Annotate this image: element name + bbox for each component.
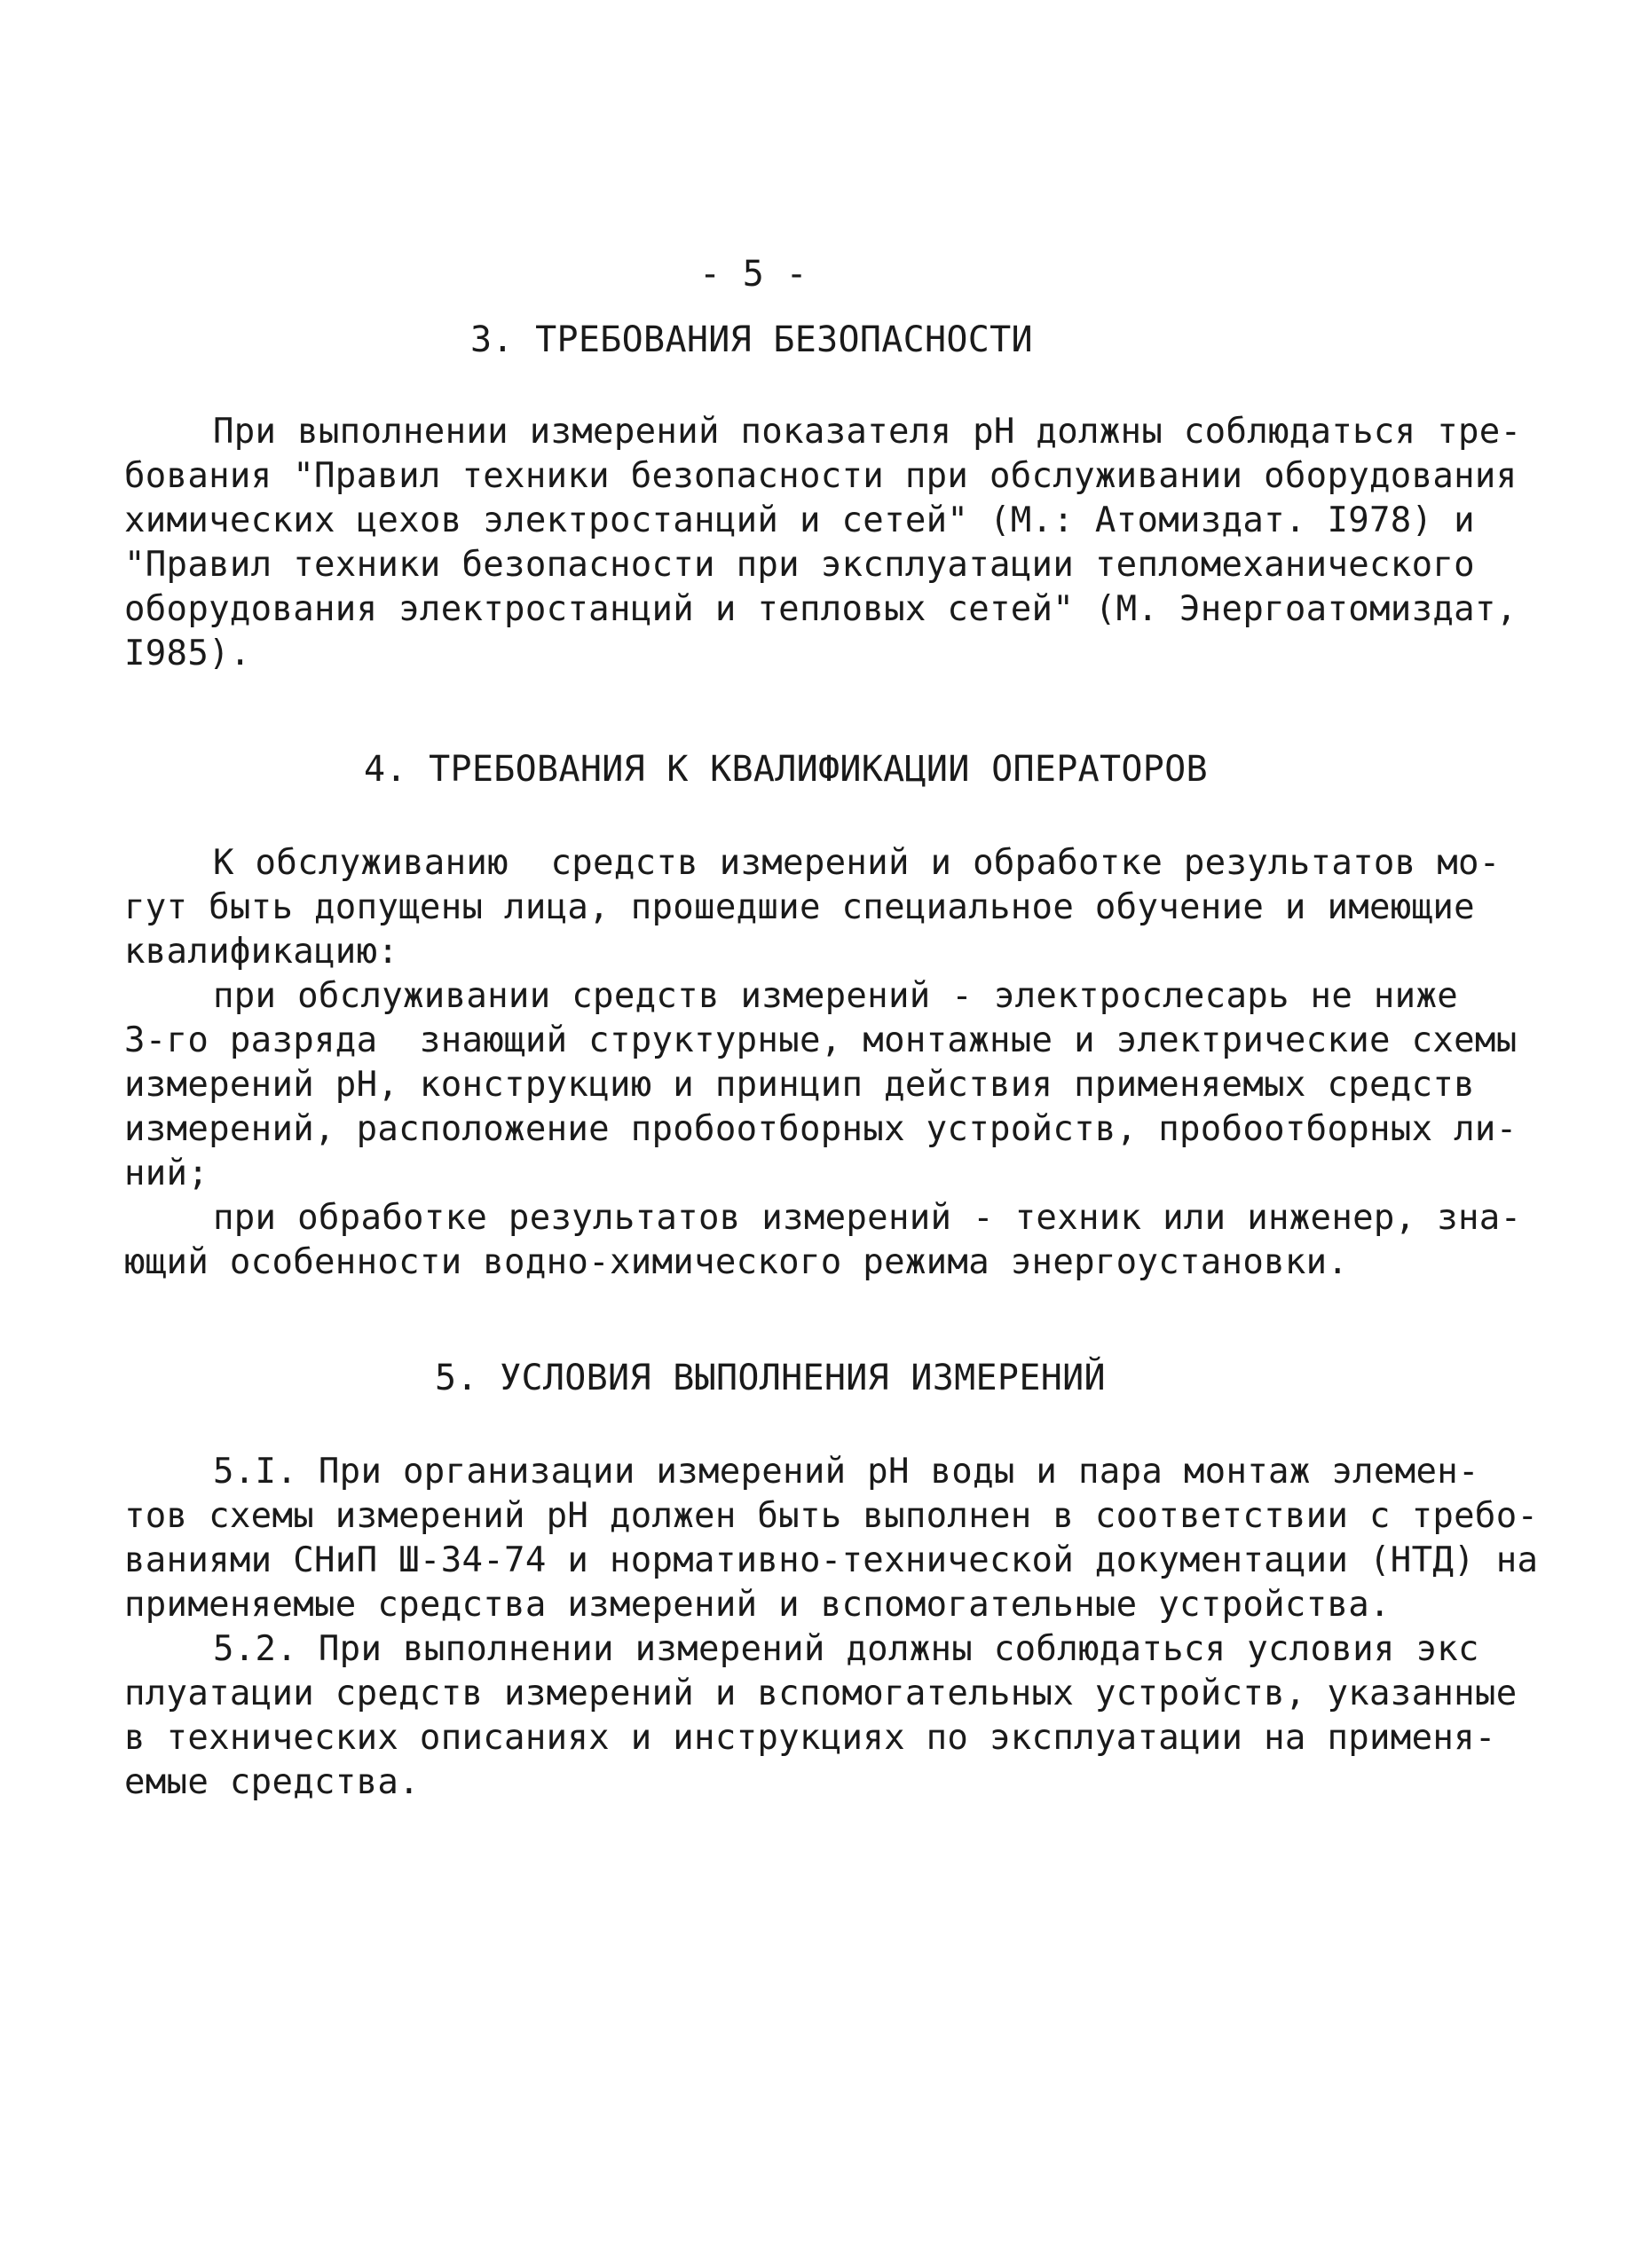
section-3-heading: 3. ТРЕБОВАНИЯ БЕЗОПАСНОСТИ [470,319,1033,360]
section-4-heading: 4. ТРЕБОВАНИЯ К КВАЛИФИКАЦИИ ОПЕРАТОРОВ [364,749,1208,790]
section-5-line: 5.2. При выполнении измерений должны соблюдаться условия экс [213,1629,1479,1669]
section-4-line: ний; [124,1154,209,1193]
section-4-line: гут быть допущены лица, прошедшие специальное обучение и имеющие [124,887,1475,927]
section-5-line: применяемые средства измерений и вспомогательные устройства. [124,1585,1391,1625]
section-4-line: К обслуживанию средств измерений и обработке результатов мо- [213,843,1501,883]
section-5-line: тов схемы измерений pH должен быть выполнен в соответствии с требо- [124,1496,1539,1536]
section-4-line: 3-го разряда знающий структурные, монтажные и электрические схемы [124,1020,1518,1060]
section-5-line: ваниями СНиП Ш-34-74 и нормативно-технической документации (НТД) на [124,1540,1539,1580]
section-4-line: измерений pH, конструкцию и принцип действия применяемых средств [124,1065,1475,1105]
section-4-line: квалификацию: [124,932,399,972]
section-4-line: при обслуживании средств измерений - электрослесарь не ниже [213,976,1459,1016]
section-4-line: ющий особенности водно-химического режима энергоустановки. [124,1242,1349,1282]
section-5-heading: 5. УСЛОВИЯ ВЫПОЛНЕНИЯ ИЗМЕРЕНИЙ [435,1358,1106,1398]
section-5-line: 5.I. При организации измерений pH воды и пара монтаж элемен- [213,1452,1479,1492]
section-3-line: "Правил техники безопасности при эксплуатации тепломеханического [124,545,1475,585]
section-4-line: при обработке результатов измерений - техник или инженер, зна- [213,1198,1522,1238]
section-3-line: При выполнении измерений показателя pH должны соблюдаться тре- [213,412,1522,452]
section-5-line: емые средства. [124,1762,420,1802]
section-5-line: в технических описаниях и инструкциях по эксплуатации на применя- [124,1718,1496,1758]
section-3-line: химических цехов электростанций и сетей" (М.: Атомиздат. I978) и [124,500,1475,540]
section-3-line: оборудования электростанций и тепловых сетей" (М. Энергоатомиздат, [124,589,1518,629]
section-5-line: плуатации средств измерений и вспомогательных устройств, указанные [124,1673,1518,1713]
section-3-line: бования "Правил техники безопасности при обслуживании оборудования [124,456,1518,496]
section-4-line: измерений, расположение пробоотборных устройств, пробоотборных ли- [124,1109,1518,1149]
section-3-line: I985). [124,634,251,673]
page-number: - 5 - [699,254,808,295]
